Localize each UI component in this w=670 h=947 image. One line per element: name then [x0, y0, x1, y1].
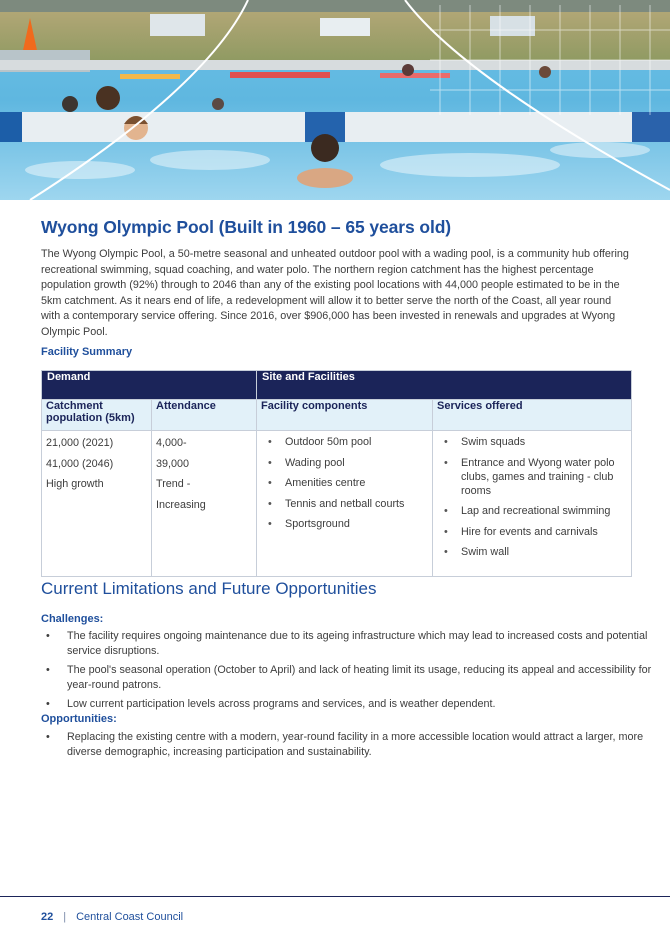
- site-facilities-group-header: Site and Facilities: [257, 371, 632, 400]
- attendance-value: 4,000-: [156, 437, 187, 449]
- footer-divider: [0, 896, 670, 897]
- challenges-list: [41, 629, 657, 716]
- service-item: • Swim squads: [461, 435, 627, 449]
- limitations-section-title: Current Limitations and Future Opportunities: [41, 579, 377, 598]
- list-item: • The pool's seasonal operation (October to April) and lack of heating limit its usage, reducing its appeal and accessibility for year-round patrons.: [67, 663, 657, 693]
- table-column-header-row: [42, 400, 632, 431]
- component-item: • Outdoor 50m pool: [285, 435, 428, 449]
- service-item: • Lap and recreational swimming: [461, 504, 627, 518]
- opportunities-heading: Opportunities:: [41, 713, 117, 725]
- component-item: • Wading pool: [285, 456, 428, 470]
- service-item: • Hire for events and carnivals: [461, 525, 627, 539]
- attendance-value: 39,000: [156, 457, 190, 470]
- table-group-header-row: [42, 371, 632, 400]
- catchment-value: 41,000 (2046): [46, 457, 114, 470]
- attendance-cell: [152, 431, 257, 577]
- table-row: [42, 431, 632, 577]
- demand-group-header: Demand: [42, 371, 257, 400]
- challenges-heading: Challenges:: [41, 613, 104, 625]
- service-item: • Swim wall: [461, 545, 627, 559]
- footer-organisation: Central Coast Council: [76, 911, 184, 923]
- services-cell: [433, 431, 632, 577]
- hero-pool-photo: [0, 0, 670, 200]
- list-item: • The facility requires ongoing maintenance due to its ageing infrastructure which may lead to increased costs and potential service disruptions.: [67, 629, 657, 659]
- catchment-value: 21,000 (2021): [46, 437, 114, 449]
- facility-summary-table: [41, 370, 632, 577]
- attendance-value: Trend -: [156, 478, 191, 490]
- list-item: • Replacing the existing centre with a modern, year-round facility in a more accessible location would attract a larger, more diverse demographic, increasing participation and sustainability.: [67, 730, 657, 760]
- components-cell: [257, 431, 433, 577]
- catchment-column-header: Catchment population (5km): [42, 400, 152, 431]
- service-item: • Entrance and Wyong water polo clubs, games and training - club rooms: [461, 456, 627, 498]
- component-item: • Tennis and netball courts: [285, 497, 428, 511]
- catchment-value: High growth: [46, 478, 104, 490]
- components-column-header: Facility components: [257, 400, 433, 431]
- footer-separator: |: [63, 911, 67, 923]
- page-title: Wyong Olympic Pool (Built in 1960 – 65 years old): [41, 217, 452, 237]
- page-footer: [41, 911, 183, 923]
- list-item: • Low current participation levels across programs and services, and is weather dependent.: [67, 697, 657, 712]
- opportunities-list: [41, 730, 657, 764]
- component-item: • Amenities centre: [285, 476, 428, 490]
- attendance-column-header: Attendance: [152, 400, 257, 431]
- page-number: 22: [41, 911, 54, 923]
- facility-summary-heading: Facility Summary: [41, 346, 133, 358]
- component-item: • Sportsground: [285, 517, 428, 531]
- catchment-cell: [42, 431, 152, 577]
- attendance-value: Increasing: [156, 498, 206, 511]
- intro-paragraph: The Wyong Olympic Pool, a 50-metre seasonal and unheated outdoor pool with a wading pool, is a community hub offering recreational swimming, squad coaching, and water polo. The northern region catchment has the highest percentage population growth (92%) through to 2046 than any of the existing pool locations with 44,000 people estimated to be in the 5km catchment. As it nears end of life, a redevelopment will allow it to better serve the north of the Coast, all year round with a contemporary service offering. Since 2016, over $906,000 has been invested in renewals and upgrades at Wyong Olympic Pool.: [41, 248, 629, 338]
- services-column-header: Services offered: [433, 400, 632, 431]
